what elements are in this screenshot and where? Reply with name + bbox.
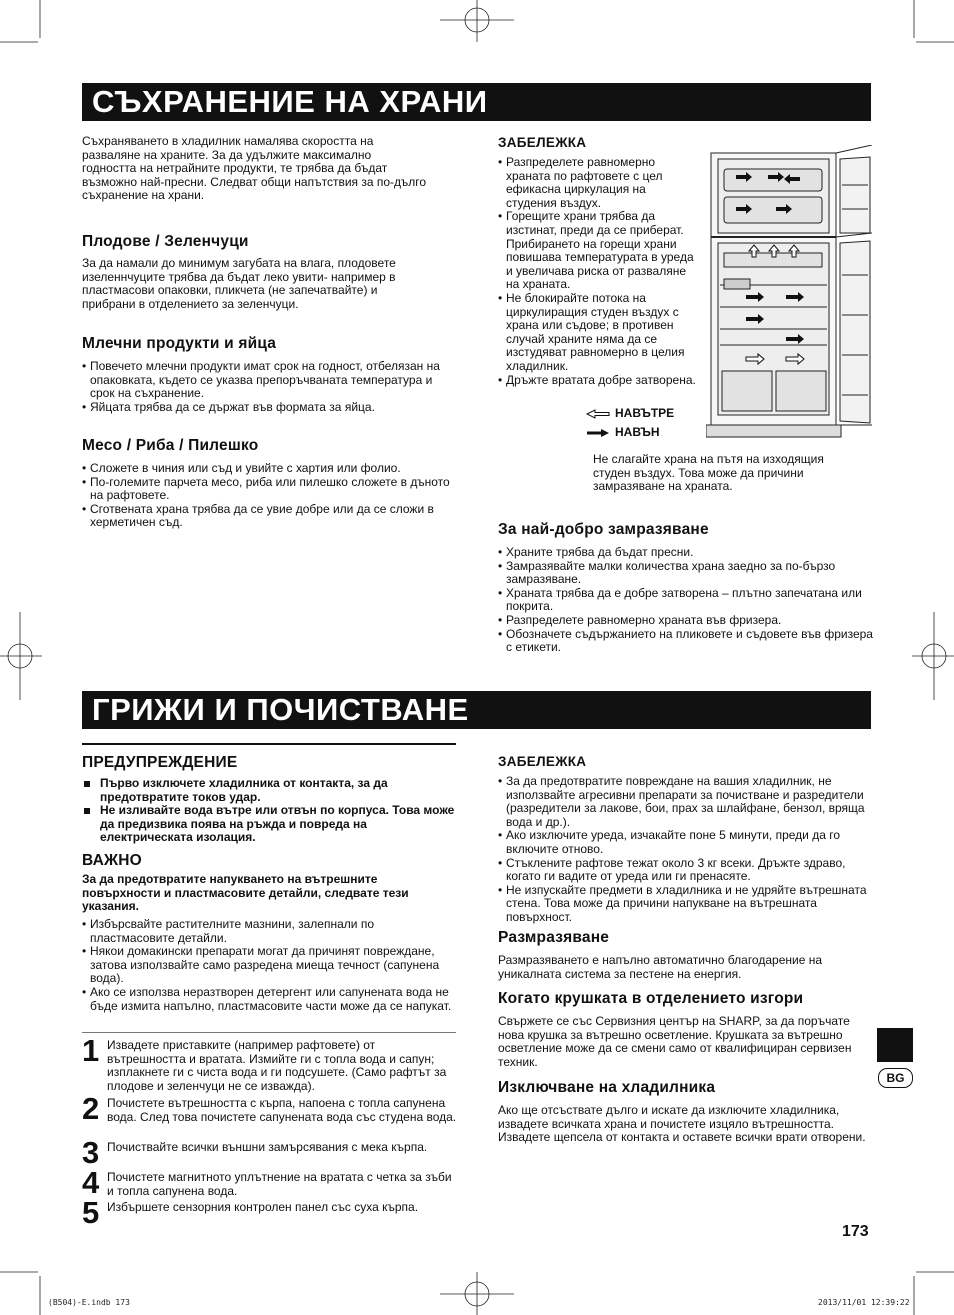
legend-inward	[585, 406, 674, 420]
list-item: • За да предотвратите повреждане на вашия хладилник, не използвайте агресивни препарати за почистване и разредители (разредители за лакове, бои, прах за шлайфане, бензол, вряща вода и др.).	[498, 775, 870, 829]
step-text: Почиствайте всички външни замърсявания с мека кърпа.	[107, 1140, 428, 1154]
fridge-airflow-diagram	[706, 145, 872, 445]
language-badge: BG	[878, 1068, 913, 1088]
airflow-note: Не слагайте храна на пътя на изходящия студен въздух. Това може да причини замразяване на храната.	[593, 452, 824, 494]
freezing-heading: За най-добро замразяване	[498, 521, 709, 538]
fruits-text: За да намали до минимум загубата на влага, плодовете изеленнчуците трябва да бъдат леко увити- например в пластмасови опаковки, пликчета (не запечатвайте) и прибрани в отделението за зеленчуци.	[82, 256, 396, 311]
list-item: • Сложете в чиния или съд и увийте с хартия или фолио.	[82, 462, 458, 476]
intro-paragraph: Съхраняването в хладилник намалява скоростта на разваляне на храните. За да удължите максимално годността на нетрайните продукти, те трябва да бъдат възможно най-пресни. Следват общи напътствия за по-дълго съхранение на храни.	[82, 134, 427, 203]
step-number: 1	[82, 1033, 100, 1068]
section-banner-care-cleaning	[82, 691, 871, 729]
list-item: • Храната трябва да е добре затворена – плътно запечатана или покрита.	[498, 587, 873, 614]
note-heading: ЗАБЕЛЕЖКА	[498, 135, 587, 150]
bulb-heading: Когато крушката в отделението изгори	[498, 990, 804, 1007]
list-item: • Ако се използва неразтворен детергент или сапунената вода не бъде измита напълно, пластмасовите части може да се напукат.	[82, 986, 458, 1013]
dairy-list	[82, 360, 458, 414]
legend-outward-label: НАВЪН	[615, 425, 660, 439]
list-item: • Някои домакински препарати могат да причинят повреждане, затова използвайте само разредена миеща течност (сапунена вода).	[82, 945, 458, 986]
list-item: • Избърсвайте растителните мазнини, залепнали по пластмасовите детайли.	[82, 918, 458, 945]
list-item: • Не изпускайте предмети в хладилника и не удряйте вътрешната стена. Това може да причини напукване на вътрешната повърхност.	[498, 884, 870, 925]
list-item: • Разпределете равномерно храната във фризера.	[498, 614, 873, 628]
care-note-heading: ЗАБЕЛЕЖКА	[498, 754, 587, 769]
list-item: • Горещите храни трябва да изстинат, преди да се приберат. Прибирането на горещи храни повишава температурата в уреда и увеличава риска от разваляне на храната.	[498, 210, 698, 292]
step-number: 5	[82, 1195, 100, 1230]
important-heading: ВАЖНО	[82, 852, 142, 869]
step-number: 4	[82, 1165, 100, 1200]
list-item: • По-големите парчета месо, риба или пилешко сложете в дъното на рафтовете.	[82, 476, 458, 503]
switch-off-text: Ако ще отсъствате дълго и искате да изключите хладилника, извадете всичката храна и почистете изцяло вътрешността. Извадете щепсела от контакта и оставете всички врати отворени.	[498, 1103, 866, 1145]
switch-off-heading: Изключване на хладилника	[498, 1079, 716, 1096]
arrow-outline-left-icon	[585, 409, 611, 419]
step-text: Почистете вътрешността с кърпа, напоена с топла сапунена вода. След това почистете сапунената вода със студена вода.	[107, 1096, 457, 1124]
list-item: • Разпределете равномерно храната по рафтовете с цел ефикасна циркулация на студения въздух.	[498, 156, 698, 210]
section-title: ГРИЖИ И ПОЧИСТВАНЕ	[92, 692, 469, 727]
list-item: Първо изключете хладилника от контакта, за да предотвратите токов удар.	[82, 777, 456, 804]
warning-heading: ПРЕДУПРЕЖДЕНИЕ	[82, 754, 238, 771]
page-number: 173	[842, 1223, 869, 1240]
list-item: • Сготвената храна трябва да се увие добре или да се сложи в херметичен съд.	[82, 503, 458, 530]
list-item: Не изливайте вода вътре или отвън по корпуса. Това може да предизвика поява на ръжда и повреда на електрическата изолация.	[82, 804, 456, 845]
defrost-text: Размразяването е напълно автоматично благодарение на уникалната система за пестене на енергия.	[498, 953, 822, 981]
freezing-list	[498, 546, 873, 655]
list-item: • Замразявайте малки количества храна заедно за по-бързо замразяване.	[498, 560, 873, 587]
warning-list	[82, 777, 456, 845]
language-tab-marker	[877, 1028, 913, 1062]
fruits-heading: Плодове / Зеленчуци	[82, 233, 249, 250]
care-note-list	[498, 775, 870, 925]
step-number: 2	[82, 1091, 100, 1126]
legend-outward	[585, 425, 660, 439]
important-list	[82, 918, 458, 1013]
list-item: • Не блокирайте потока на циркулиращия студен въздух с храна или съдове; в противен случай храните няма да се изстудяват равномерно в целия хладилник.	[498, 292, 698, 374]
list-item: • Дръжте вратата добре затворена.	[498, 374, 698, 388]
important-lead: За да предотвратите напукването на вътрешните повърхности и пластмасовите детайли, следвате тези указания.	[82, 872, 409, 914]
step-text: Избършете сензорния контролен панел със суха кърпа.	[107, 1200, 419, 1214]
list-item: • Повечето млечни продукти имат срок на годност, отбелязан на опаковката, където се указва препоръчваната температура и срок на съхранение.	[82, 360, 458, 401]
section-banner-food-storage	[82, 83, 871, 121]
arrow-solid-right-icon	[585, 428, 611, 438]
dairy-heading: Млечни продукти и яйца	[82, 335, 277, 352]
list-item: • Обозначете съдържанието на пликовете и съдовете във фризера с етикети.	[498, 628, 873, 655]
meat-heading: Месо / Риба / Пилешко	[82, 437, 259, 454]
step-number: 3	[82, 1135, 100, 1170]
step-text: Извадете приставките (например рафтовете) от вътрешността и вратата. Измийте ги с топла вода и сапун; изплакнете ги с чиста вода и ги подсушете. (Само рафтът за плодове и зеленчуци не се изважда).	[107, 1038, 447, 1093]
bulb-text: Свържете се със Сервизния център на SHARP, за да поръчате нова крушка за вътрешно осветление. Крушката за вътрешно осветление може да се смени само от квалифициран сервизен техник.	[498, 1014, 852, 1069]
legend-inward-label: НАВЪТРЕ	[615, 406, 675, 420]
meat-list	[82, 462, 458, 530]
list-item: • Ако изключите уреда, изчакайте поне 5 минути, преди да го включите отново.	[498, 829, 870, 856]
list-item: • Яйцата трябва да се държат във формата за яйца.	[82, 401, 458, 415]
step-text: Почистете магнитното уплътнение на вратата с четка за зъби и топла сапунена вода.	[107, 1170, 452, 1198]
note-list	[498, 156, 698, 387]
steps-top-rule	[82, 1032, 456, 1033]
footer-file-info: (B504)-E.indb 173	[48, 1298, 130, 1307]
section-title: СЪХРАНЕНИЕ НА ХРАНИ	[92, 84, 488, 119]
list-item: • Храните трябва да бъдат пресни.	[498, 546, 873, 560]
defrost-heading: Размразяване	[498, 929, 610, 946]
warning-top-rule	[82, 743, 456, 745]
footer-timestamp: 2013/11/01 12:39:22	[818, 1298, 910, 1307]
list-item: • Стъклените рафтове тежат около 3 кг всеки. Дръжте здраво, когато ги вадите от уреда или ги пренасяте.	[498, 857, 870, 884]
